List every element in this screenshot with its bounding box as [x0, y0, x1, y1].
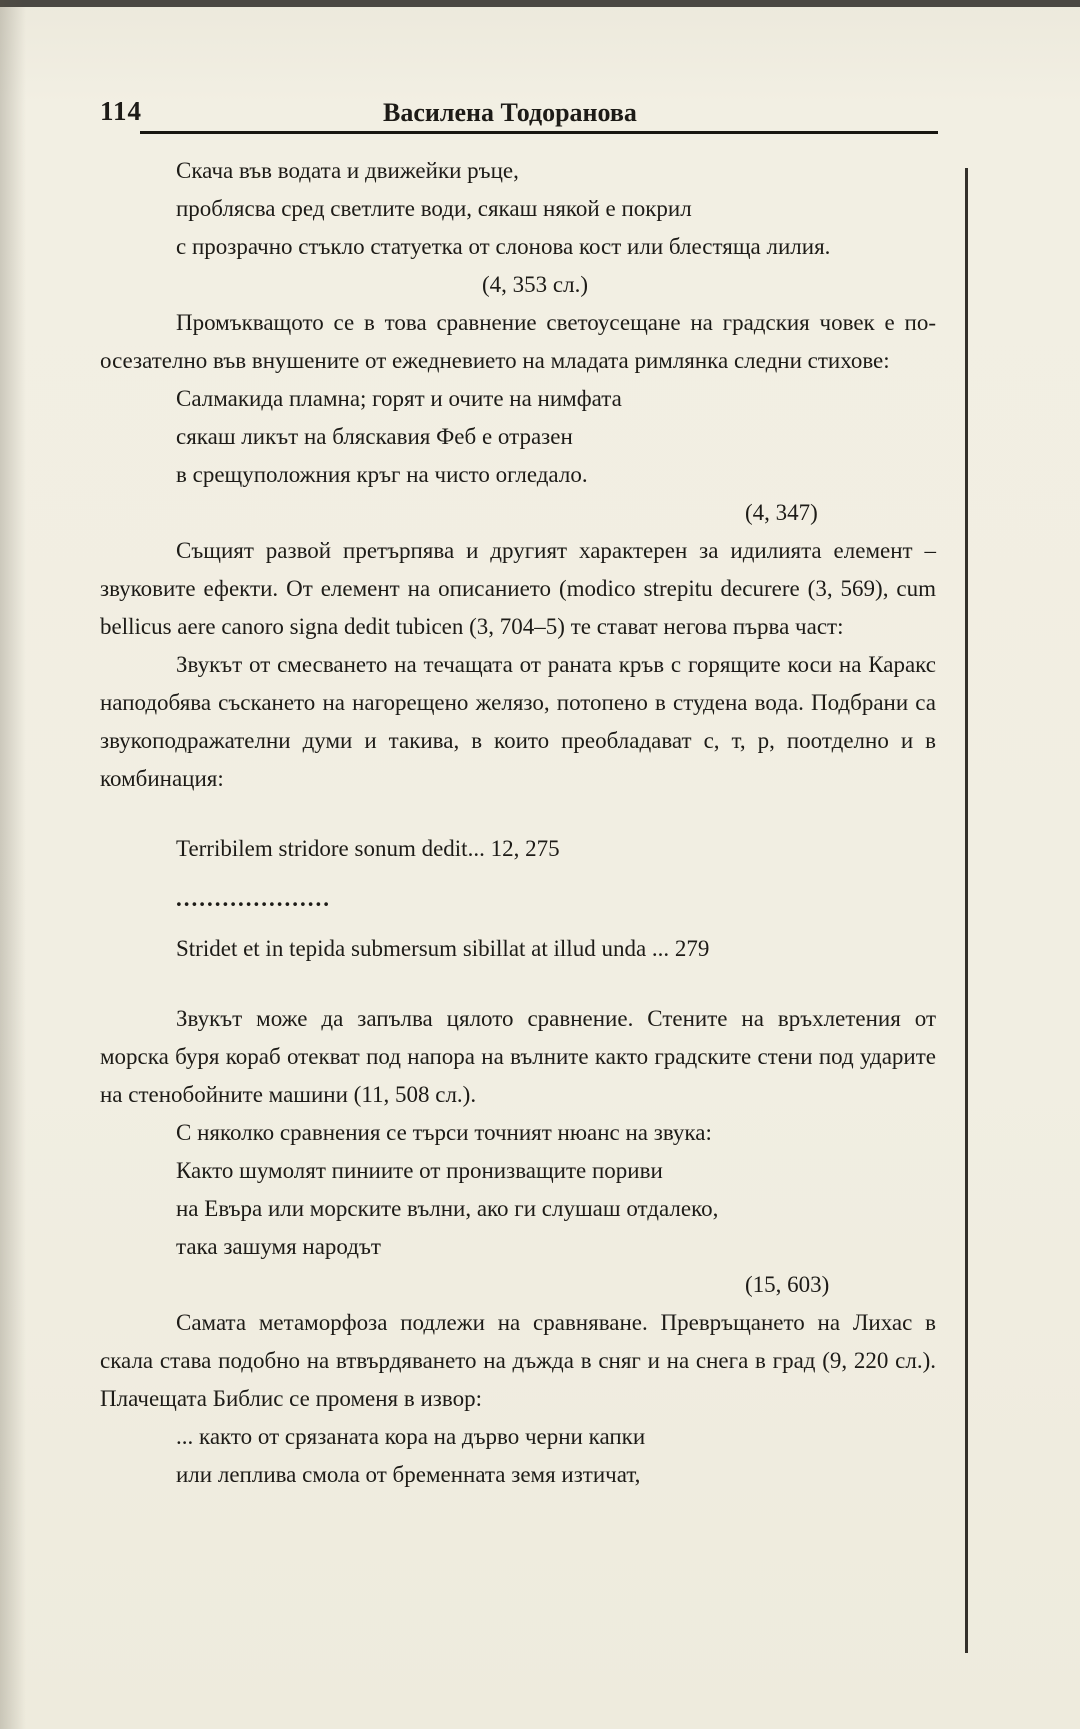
paragraph: Промъкващото се в това сравнение светоусещане на градския човек е по-осезателно във внушените от ежедневието на младата римлянка следни стихове:: [100, 310, 936, 373]
citation-line: (15, 603): [745, 1272, 830, 1297]
latin-quote-line: Terribilem stridore sonum dedit... 12, 275: [176, 836, 560, 861]
scan-shadow-left: [0, 0, 26, 1729]
verse-line: Както шумолят пиниите от пронизващите пориви: [176, 1158, 663, 1183]
scan-binding-line: [965, 168, 968, 1653]
verse-line: в срещуположния кръг на чисто огледало.: [176, 462, 588, 487]
running-header-author: Василена Тодоранова: [383, 98, 637, 127]
page-body: [100, 152, 936, 1494]
citation-line: (4, 347): [745, 500, 818, 525]
latin-quote-line: Stridet et in tepida submersum sibillat at illud unda ... 279: [176, 936, 710, 961]
ellipsis-line: ....................: [176, 886, 331, 911]
verse-line: проблясва сред светлите води, сякаш някой е покрил: [176, 196, 692, 221]
paragraph: Звукът може да запълва цялото сравнение. Стените на връхлетения от морска буря кораб отекват под напора на вълните както градските стени под ударите на стенобойните машини (11, 508 сл.).: [100, 1006, 936, 1107]
scan-edge-top: [0, 0, 1080, 7]
verse-line: сякаш ликът на бляскавия Феб е отразен: [176, 424, 573, 449]
spacer: [100, 968, 936, 1000]
verse-line: ... както от срязаната кора на дърво черни капки: [176, 1424, 646, 1449]
paragraph: С няколко сравнения се търси точният нюанс на звука:: [176, 1120, 712, 1145]
verse-line: с прозрачно стъкло статуетка от слонова кост или блестяща лилия.: [176, 234, 831, 259]
paragraph: Звукът от смесването на течащата от раната кръв с горящите коси на Каракс наподобява съскането на нагорещено желязо, потопено в студена вода. Подбрани са звукоподражателни думи и такива, в които преобладават с, т, р, поотделно и в комбинация:: [100, 652, 936, 791]
spacer: [100, 798, 936, 830]
verse-line: Скача във водата и движейки ръце,: [176, 158, 519, 183]
page-number: 114: [100, 96, 143, 126]
verse-line: така зашумя народът: [176, 1234, 381, 1259]
paragraph: Същият развой претърпява и другият характерен за идилията елемент – звуковите ефекти. От елемент на описанието (modico strepitu decurere (3, 569), cum bellicus aere canoro signa dedit tubicen (3, 704–5) те стават негова първа част:: [100, 538, 936, 639]
verse-line: Салмакида пламна; горят и очите на нимфата: [176, 386, 622, 411]
verse-line: или леплива смола от бременната земя изтичат,: [176, 1462, 641, 1487]
verse-line: на Евъра или морските вълни, ако ги слушаш отдалеко,: [176, 1196, 719, 1221]
citation-line: (4, 353 сл.): [482, 272, 589, 297]
paragraph: Самата метаморфоза подлежи на сравняване. Превръщането на Лихас в скала става подобно на втвърдяването на дъжда в сняг и на снега в град (9, 220 сл.). Плачещата Библис се променя в извор:: [100, 1310, 936, 1411]
header-rule: [140, 131, 938, 134]
